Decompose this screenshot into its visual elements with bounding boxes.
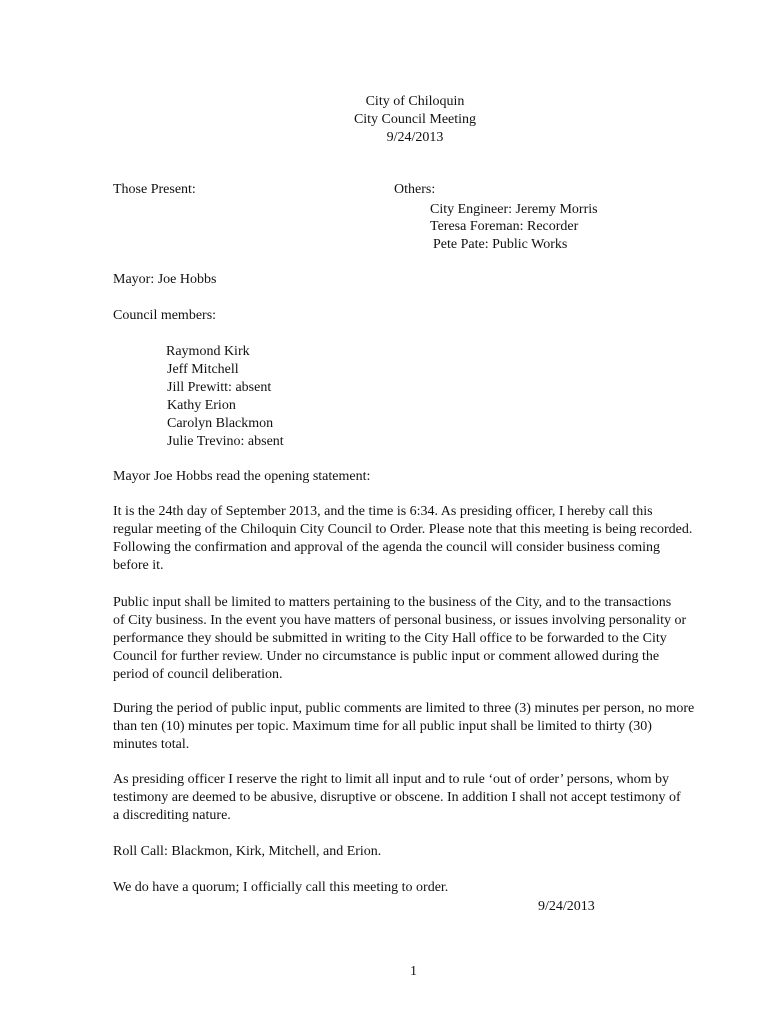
roll-call: Roll Call: Blackmon, Kirk, Mitchell, and Erion. — [113, 844, 382, 859]
paragraph-line: of City business. In the event you have matters of personal business, or issues involving personality or — [113, 613, 687, 628]
paragraph-line: Public input shall be limited to matters pertaining to the business of the City, and to the transactions — [113, 595, 672, 610]
footer-date: 9/24/2013 — [538, 899, 595, 914]
paragraph-line: performance they should be submitted in writing to the City Hall office to be forwarded to the City — [113, 631, 667, 646]
opening-paragraph — [113, 503, 753, 575]
mayor-line: Mayor: Joe Hobbs — [113, 272, 217, 287]
order-paragraph — [113, 771, 753, 825]
paragraph-line: As presiding officer I reserve the right to limit all input and to rule ‘out of order’ persons, whom by — [113, 772, 669, 787]
paragraph-line: Following the confirmation and approval of the agenda the council will consider business coming — [113, 540, 661, 555]
other-attendee: Teresa Foreman: Recorder — [430, 219, 579, 234]
council-member: Jill Prewitt: absent — [167, 380, 272, 395]
council-member: Carolyn Blackmon — [167, 416, 274, 431]
council-member: Kathy Erion — [167, 398, 236, 413]
council-label: Council members: — [113, 308, 217, 323]
others-label: Others: — [394, 182, 436, 197]
other-attendee: City Engineer: Jeremy Morris — [430, 202, 598, 217]
header-city: City of Chiloquin — [365, 94, 465, 109]
paragraph-line: testimony are deemed to be abusive, disruptive or obscene. In addition I shall not accept testimony of — [113, 790, 681, 805]
council-member: Jeff Mitchell — [167, 362, 239, 377]
header-meeting: City Council Meeting — [353, 112, 477, 127]
header-date: 9/24/2013 — [386, 130, 444, 145]
paragraph-line: It is the 24th day of September 2013, and the time is 6:34. As presiding officer, I hereby call this — [113, 504, 653, 519]
time-limit-paragraph — [113, 700, 753, 754]
paragraph-line: minutes total. — [113, 737, 190, 752]
quorum-statement: We do have a quorum; I officially call this meeting to order. — [113, 880, 449, 895]
opening-intro: Mayor Joe Hobbs read the opening statement: — [113, 469, 371, 484]
paragraph-line: regular meeting of the Chiloquin City Council to Order. Please note that this meeting is being recorded. — [113, 522, 693, 537]
paragraph-line: period of council deliberation. — [113, 667, 283, 682]
public-input-paragraph — [113, 594, 753, 684]
other-attendee: Pete Pate: Public Works — [433, 237, 568, 252]
council-member: Raymond Kirk — [166, 344, 250, 359]
paragraph-line: a discrediting nature. — [113, 808, 231, 823]
paragraph-line: before it. — [113, 558, 164, 573]
those-present-label: Those Present: — [113, 182, 196, 197]
council-member: Julie Trevino: absent — [167, 434, 284, 449]
page-number: 1 — [410, 964, 417, 979]
paragraph-line: During the period of public input, public comments are limited to three (3) minutes per person, no more — [113, 701, 695, 716]
document-header — [0, 93, 770, 147]
paragraph-line: Council for further review. Under no circumstance is public input or comment allowed during the — [113, 649, 660, 664]
paragraph-line: than ten (10) minutes per topic. Maximum time for all public input shall be limited to thirty (30) — [113, 719, 652, 734]
council-members-list — [166, 343, 284, 451]
